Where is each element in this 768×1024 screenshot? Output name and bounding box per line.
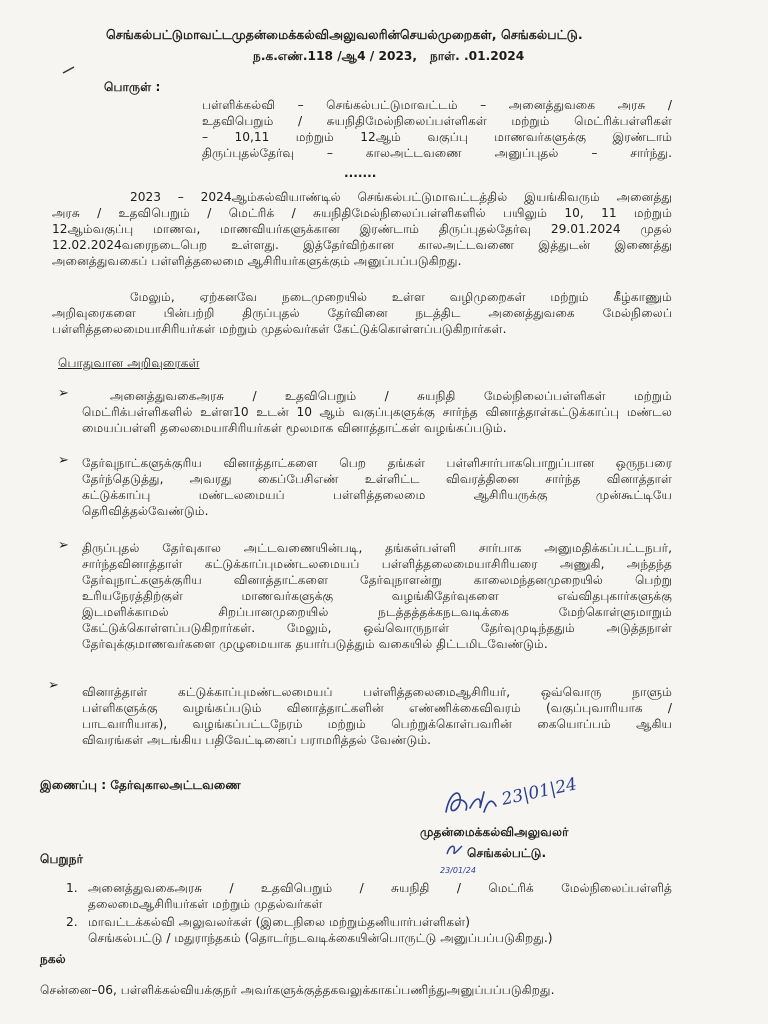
subject-line: பள்ளிக்கல்வி – செங்கல்பட்டுமாவட்டம் – அனைத்துவகை அரசு / [202, 98, 672, 112]
general-instructions-heading: பொதுவான அறிவுரைகள் [58, 356, 200, 370]
recipients-label: பெறுநர் [40, 852, 83, 866]
recipient-line: செங்கல்பட்டு / மதுராந்தகம் (தொடர்நடவடிக்கையின்பொருட்டு அனுப்பப்படுகிறது.) [88, 931, 553, 945]
arrow-bullet-icon: ➢ [48, 678, 59, 693]
recipient-line: தலைமைஆசிரியர்கள் மற்றும் முதல்வர்கள் [88, 897, 323, 911]
officer-signature [440, 782, 502, 830]
reference-number: ந.க.எண்.118 /ஆ4 / 2023, [253, 49, 418, 63]
bullet-line: மெட்ரிக்பள்ளிகளில் உள்ள10 உடன் 10 ஆம் வகுப்புகளுக்கு சார்ந்த வினாத்தாள்கட்டுக்காப்பு மண்டல [82, 405, 672, 419]
bullet-line: திருப்புதல் தேர்வுகால அட்டவணையின்படி, தங்கள்பள்ளி சார்பாக அனுமதிக்கப்பட்டநபர், [82, 541, 672, 555]
para2-line: மேலும், ஏற்கனவே நடைமுறையில் உள்ள வழிமுறைகள் மற்றும் கீழ்காணும் [130, 290, 672, 304]
recipient-line: மாவட்டக்கல்வி அலுவலர்கள் (இடைநிலை மற்றும்தனியார்பள்ளிகள்) [88, 915, 470, 929]
paragraph-2 [52, 289, 672, 337]
recipient-line: அனைத்துவகைஅரசு / உதவிபெறும் / சுயநிதி / மெட்ரிக் மேல்நிலைப்பள்ளித் [88, 881, 672, 895]
bullet-line: அனைத்துவகைஅரசு / உதவிபெறும் / சுயநிதி மேல்நிலைப்பள்ளிகள் மற்றும் [110, 389, 672, 403]
para1-line: அனைத்துவகைப் பள்ளித்தலைமை ஆசிரியர்களுக்கும் அனுப்பப்படுகிறது. [52, 254, 462, 268]
recipient-1 [88, 880, 672, 912]
officer-designation: முதன்மைக்கல்விஅலுவலர் [420, 825, 569, 839]
para1-line: 12ஆம்வகுப்பு மாணவ, மாணவியர்களுக்கான இரண்டாம் திருப்புதல்தேர்வு 29.01.2024 முதல் [52, 222, 672, 236]
recipient-2 [88, 914, 672, 946]
para2-line: அறிவுரைகளை பின்பற்றி திருப்புதல் தேர்வினை நடத்திட அனைத்துவகை மேல்நிலைப் [52, 306, 672, 320]
arrow-bullet-icon: ➢ [58, 538, 69, 553]
bullet-2 [82, 455, 672, 519]
subject-line: திருப்புதல்தேர்வு – காலஅட்டவணை அனுப்புதல் – சார்ந்து. [202, 146, 672, 160]
bullet-line: இடமளிக்காமல் சிறப்பானமுறையில் நடத்தத்தக்கநடவடிக்கை மேற்கொள்ளுமாறும் [82, 605, 672, 619]
copy-line: சென்னை–06, பள்ளிக்கல்வியக்குநர் அவர்களுக்குத்தகவலுக்காகப்பணிந்துஅனுப்பப்படுகிறது. [40, 983, 555, 997]
arrow-bullet-icon: ➢ [58, 386, 69, 401]
office-heading: செங்கல்பட்டுமாவட்டமுதன்மைக்கல்விஅலுவலரின்செயல்முறைகள், செங்கல்பட்டு. [106, 27, 583, 42]
para1-line: 12.02.2024வரைநடைபெற உள்ளது. இத்தேர்விற்கான காலஅட்டவணை இத்துடன் இணைத்து [52, 238, 672, 252]
officer-place: செங்கல்பட்டு. [467, 846, 547, 860]
letter-date: நாள். .01.2024 [430, 49, 525, 63]
bullet-line: தேர்வுநாட்களுக்குரிய வினாத்தாட்களை பெற தங்கள் பள்ளிசார்பாகபொறுப்பான ஒருநபரை [82, 456, 672, 470]
enclosure-line: இணைப்பு : தேர்வுகாலஅட்டவணை [40, 778, 241, 792]
subject-separator: ....... [344, 166, 377, 180]
subject-block [202, 97, 672, 161]
bullet-4 [82, 684, 672, 748]
bullet-3 [82, 540, 672, 652]
paragraph-1 [52, 189, 672, 269]
signature-date: 23|01|24 [499, 774, 579, 810]
bullet-line: உரியநேரத்திற்குள் மாணவர்களுக்கு வழங்கிதேர்வுகளை எவ்விதபுகார்களுக்கு [82, 589, 672, 603]
subject-line: உதவிபெறும் / சுயநிதிமேல்நிலைப்பள்ளிகள் மற்றும் மெட்ரிக்பள்ளிகள் [202, 114, 672, 128]
bullet-line: சார்ந்தவினாத்தாள் கட்டுக்காப்புமண்டலமையப் பள்ளித்தலைமையாசிரியரை அணுகி, அந்தந்த [82, 557, 672, 571]
bullet-line: தேர்ந்தெடுத்து, அவரது கைப்பேசிஎண் உள்ளிட்ட விவரத்தினை சார்ந்த வினாத்தாள் [82, 472, 672, 486]
para1-line: அரசு / உதவிபெறும் / மெட்ரிக் / சுயநிதிமேல்நிலைப்பள்ளிகளில் பயிலும் 10, 11 மற்றும் [52, 206, 672, 220]
bullet-line: பள்ளிகளுக்கு வழங்கப்படும் வினாத்தாட்களின் எண்ணிக்கைவிவரம் (வகுப்புவாரியாக / [82, 701, 672, 715]
pen-mark [62, 60, 76, 79]
arrow-bullet-icon: ➢ [58, 453, 69, 468]
para1-line: 2023 – 2024ஆம்கல்வியாண்டில் செங்கல்பட்டுமாவட்டத்தில் இயங்கிவரும் அனைத்து [130, 190, 672, 204]
bullet-line: தெரிவித்தல்வேண்டும். [82, 504, 209, 518]
copy-label: நகல் [40, 952, 66, 966]
subject-label: பொருள் : [104, 80, 161, 94]
bullet-line: கட்டுக்காப்பு மண்டலமையப் பள்ளித்தலைமை ஆசிரியருக்கு முன்கூட்டியே [82, 488, 672, 502]
initial-date: 23/01/24 [440, 866, 476, 875]
bullet-line: பாடவாரியாக), வழங்கப்பட்டநேரம் மற்றும் பெற்றுக்கொள்பவரின் கையொப்பம் ஆகிய [82, 717, 672, 731]
bullet-line: வினாத்தாள் கட்டுக்காப்புமண்டலமையப் பள்ளித்தலைமைஆசிரியர், ஒவ்வொரு நாளும் [82, 685, 672, 699]
para2-line: பள்ளித்தலைமையாசிரியர்கள் மற்றும் முதல்வர்கள் கேட்டுக்கொள்ளப்படுகிறார்கள். [52, 322, 507, 336]
bullet-1 [82, 388, 672, 436]
bullet-line: விவரங்கள் அடங்கிய பதிவேட்டினைப் பராமரித்தல் வேண்டும். [82, 733, 432, 747]
bullet-line: மையப்பள்ளி தலைமையாசிரியர்கள் மூலமாக வினாத்தாட்கள் வழங்கப்படும். [82, 421, 507, 435]
recipient-number: 1. [66, 881, 78, 895]
subject-line: – 10,11 மற்றும் 12ஆம் வகுப்பு மாணவர்களுக்கு இரண்டாம் [202, 130, 672, 144]
bullet-line: தேர்வுநாட்களுக்குரிய வினாத்தாட்களை தேர்வுநாளன்று காலைமந்தனமுறையில் பெற்று [82, 573, 672, 587]
recipient-number: 2. [66, 915, 78, 929]
initial-signature [444, 840, 466, 862]
bullet-line: கேட்டுக்கொள்ளப்படுகிறார்கள். மேலும், ஒவ்வொருநாள் தேர்வுமுடிந்ததும் அடுத்தநாள் [82, 621, 672, 635]
bullet-line: தேர்வுக்குமாணவர்களை முழுமையாக தயார்படுத்தும் வகையில் திட்டமிடவேண்டும். [82, 637, 548, 651]
